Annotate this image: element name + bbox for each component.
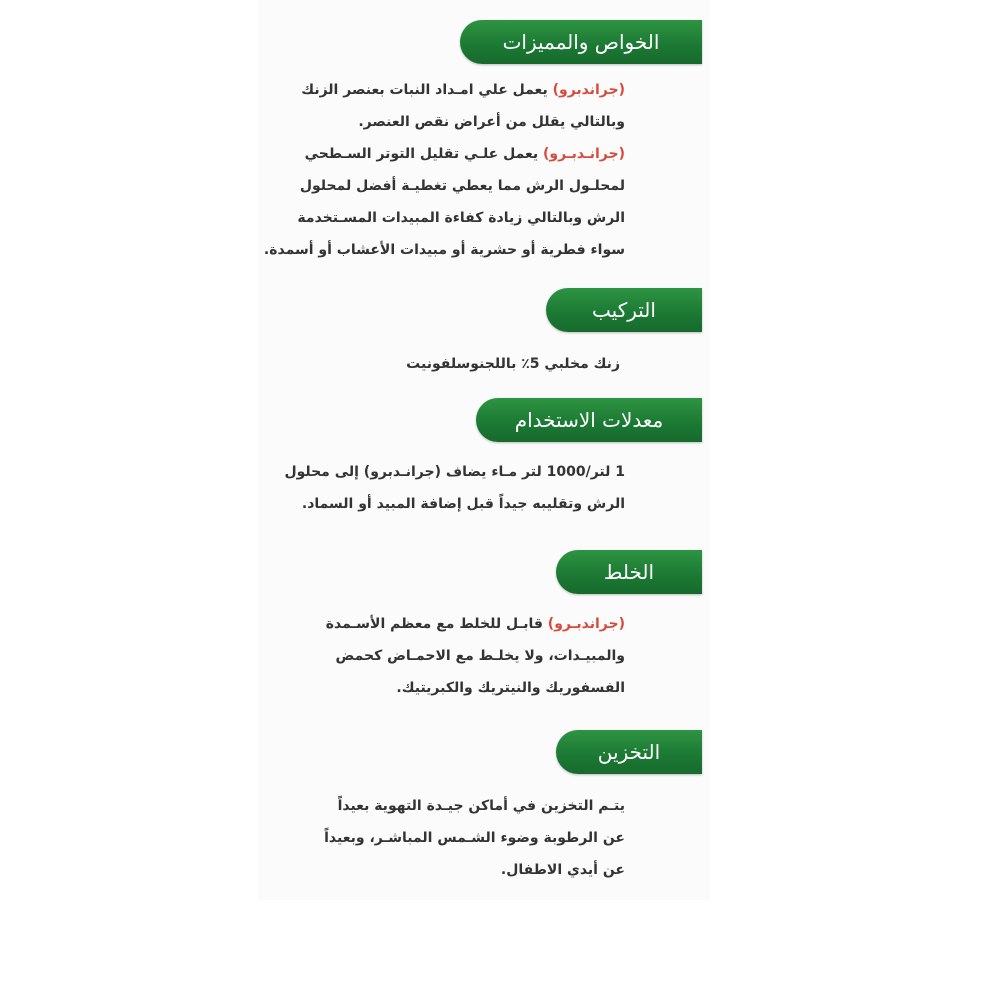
mixing-line-2: والمبيـدات، ولا يخلـط مع الاحمـاض كحمض (335, 648, 625, 664)
features-line-5: الرش وبالتالي زيادة كفاءة المبيدات المسـتخدمة (297, 210, 625, 226)
mixing-text (265, 608, 625, 704)
storage-line-3: عن أيدي الاطفال. (500, 862, 625, 878)
features-line-3: (جرانـدبـرو) يعمل علـي تقليل التوتر السـطحي (304, 146, 625, 162)
composition-line: زنك مخلبي 5٪ باللجنوسلفونيت (406, 356, 620, 372)
usage-text (265, 456, 625, 520)
usage-line-2: الرش وتقليبه جيداً قبل إضافة المبيد أو السماد. (301, 496, 625, 512)
section-header-usage: معدلات الاستخدام (476, 398, 702, 442)
brand-name: (جرانـدبـرو) (543, 146, 625, 162)
section-header-composition: التركيب (546, 288, 702, 332)
features-text (265, 74, 625, 266)
mixing-line-3: الفسفوريك والنيتريك والكبريتيك. (396, 680, 625, 696)
features-line-1: (جراندبرو) يعمل علي امـداد النبات بعنصر الزنك (301, 82, 625, 98)
composition-text (260, 348, 620, 380)
section-header-storage: التخزين (556, 730, 702, 774)
storage-line-2: عن الرطوبة وضوء الشـمس المباشـر، وبعيداً (324, 830, 625, 846)
section-header-features: الخواص والمميزات (460, 20, 702, 64)
features-line-4: لمحلـول الرش مما يعطي تغطيـة أفضل لمحلول (299, 178, 625, 194)
features-line-2: وبالتالي يقلل من أعراض نقص العنصر. (358, 114, 625, 130)
brand-name: (جراندبرو) (552, 82, 625, 98)
usage-line-1: 1 لتر/1000 لتر مـاء يضاف (جرانـدبرو) إلى محلول (284, 464, 625, 480)
mixing-line-1: (جراندبـرو) قابـل للخلط مع معظم الأسـمدة (325, 616, 625, 632)
section-header-mixing: الخلط (556, 550, 702, 594)
storage-text (265, 790, 625, 886)
brand-name: (جراندبـرو) (547, 616, 625, 632)
storage-line-1: يتـم التخزين في أماكن جيـدة التهوية بعيداً (337, 798, 625, 814)
features-line-6: سواء فطرية أو حشرية أو مبيدات الأعشاب أو أسمدة. (263, 242, 625, 258)
